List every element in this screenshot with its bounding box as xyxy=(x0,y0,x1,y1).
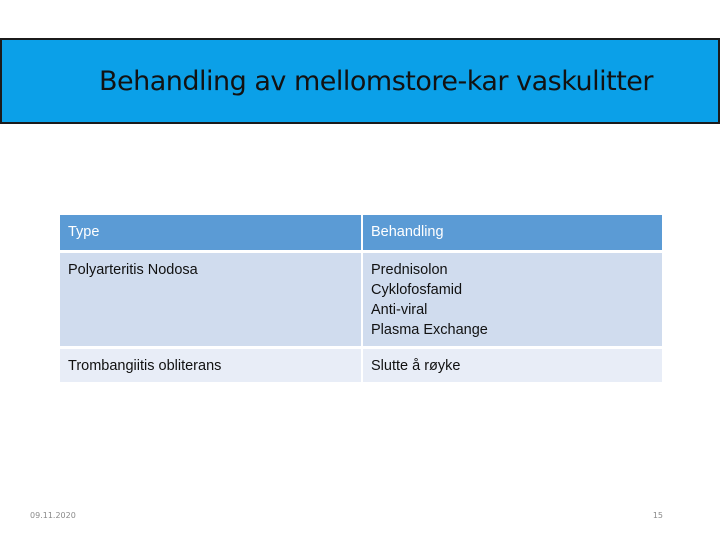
table-row xyxy=(60,253,662,349)
slide-title: Behandling av mellomstore-kar vaskulitter xyxy=(98,65,654,97)
treatment-line: Anti-viral xyxy=(371,302,428,318)
treatment-line: Plasma Exchange xyxy=(371,322,488,338)
header-type: Type xyxy=(60,215,363,253)
treatment-line: Cyklofosfamid xyxy=(371,282,463,298)
table-header-row xyxy=(60,215,662,253)
table-row xyxy=(60,349,662,382)
title-banner xyxy=(0,38,720,124)
row-type-cell: Trombangiitis obliterans xyxy=(60,349,363,382)
row-treatment-cell xyxy=(363,253,662,349)
treatment-line: Prednisolon xyxy=(371,262,448,278)
footer-date: 09.11.2020 xyxy=(30,511,76,520)
page-number: 15 xyxy=(652,511,663,520)
treatment-table xyxy=(60,215,662,382)
row-treatment-cell xyxy=(363,349,662,382)
header-treatment: Behandling xyxy=(363,215,662,253)
row-type-cell: Polyarteritis Nodosa xyxy=(60,253,363,349)
treatment-line: Slutte å røyke xyxy=(371,358,461,374)
